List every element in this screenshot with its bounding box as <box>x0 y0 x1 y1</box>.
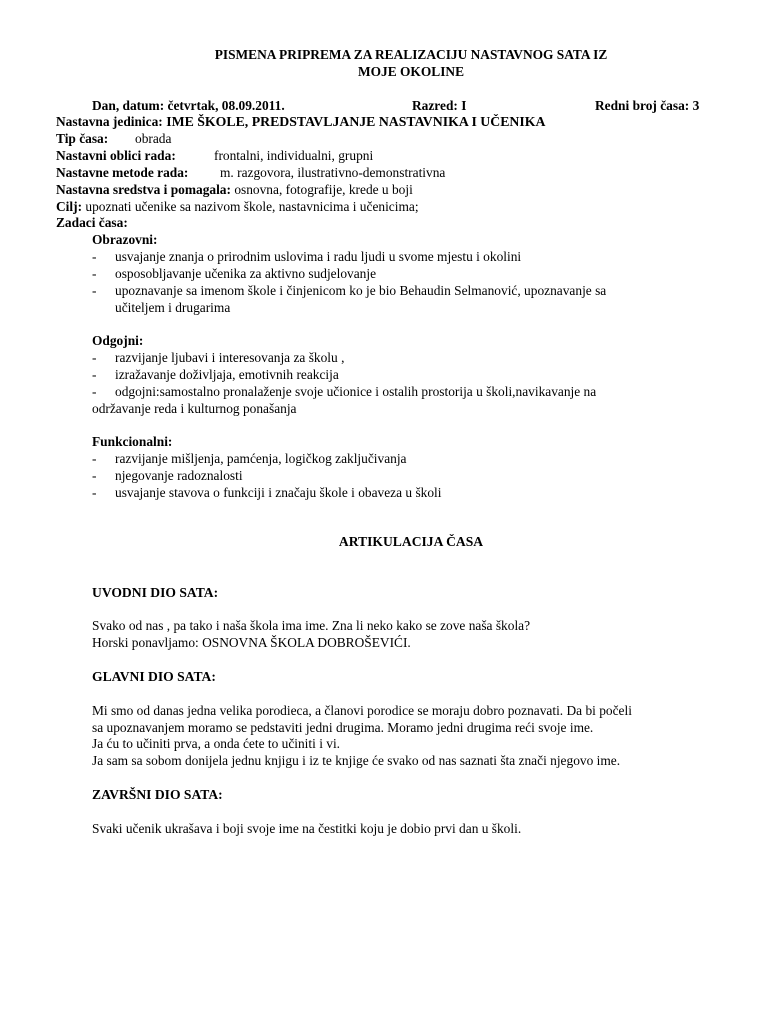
odgojni-item-3-continued: održavanje reda i kulturnog ponašanja <box>92 401 297 416</box>
field-forms-value: frontalni, individualni, grupni <box>214 148 374 163</box>
field-aids <box>56 181 413 198</box>
zavrsni-heading: ZAVRŠNI DIO SATA: <box>92 787 223 802</box>
field-type <box>56 130 108 147</box>
artikulacija-heading: ARTIKULACIJA ČASA <box>338 534 484 549</box>
funkcionalni-item-1: razvijanje mišljenja, pamćenja, logičkog zaključivanja <box>115 451 407 466</box>
field-type-value: obrada <box>135 131 172 146</box>
odgojni-item-3: odgojni:samostalno pronalaženje svoje učionice i ostalih prostorija u školi,navikavanje na <box>115 384 597 399</box>
field-goal <box>56 198 419 215</box>
obrazovni-heading: Obrazovni: <box>92 232 158 247</box>
glavni-heading: GLAVNI DIO SATA: <box>92 669 216 684</box>
glavni-line-2: sa upoznavanjem moramo se pedstaviti jedni drugima. Moramo jedni drugima reći svoje ime. <box>92 720 594 735</box>
field-goal-value: upoznati učenike sa nazivom škole, nastavnicima i učenicima; <box>82 199 419 214</box>
zavrsni-line-1: Svaki učenik ukrašava i boji svoje ime na čestitki koju je dobio prvi dan u školi. <box>92 821 522 836</box>
field-type-label: Tip časa: <box>56 131 109 146</box>
field-aids-label: Nastavna sredstva i pomagala: <box>56 182 231 197</box>
title-line-1: PISMENA PRIPREMA ZA REALIZACIJU NASTAVNOG SATA IZ <box>214 47 608 62</box>
bullet-dash: - <box>92 384 97 399</box>
uvodni-heading: UVODNI DIO SATA: <box>92 585 219 600</box>
field-tasks-label: Zadaci časa: <box>56 215 128 230</box>
bullet-dash: - <box>92 485 97 500</box>
funkcionalni-item-2: njegovanje radoznalosti <box>115 468 243 483</box>
uvodni-line-1: Svako od nas , pa tako i naša škola ima ime. Zna li neko kako se zove naša škola? <box>92 618 531 633</box>
glavni-line-4: Ja sam sa sobom donijela jednu knjigu i iz te knjige će svako od nas saznati šta znači njegovo ime. <box>92 753 621 768</box>
obrazovni-item-3-continued: učiteljem i drugarima <box>115 300 231 315</box>
bullet-dash: - <box>92 350 97 365</box>
field-methods-value: m. razgovora, ilustrativno-demonstrativna <box>220 165 446 180</box>
obrazovni-item-1: usvajanje znanja o prirodnim uslovima i radu ljudi u svome mjestu i okolini <box>115 249 522 264</box>
field-goal-label: Cilj: <box>56 199 83 214</box>
odgojni-item-2: izražavanje doživljaja, emotivnih reakcija <box>115 367 339 382</box>
bullet-dash: - <box>92 468 97 483</box>
bullet-dash: - <box>92 451 97 466</box>
obrazovni-item-3: upoznavanje sa imenom škole i činjenicom ko je bio Behaudin Selmanović, upoznavanje sa <box>115 283 607 298</box>
title-line-2: MOJE OKOLINE <box>357 64 465 79</box>
field-methods-label: Nastavne metode rada: <box>56 165 189 180</box>
bullet-dash: - <box>92 367 97 382</box>
bullet-dash: - <box>92 266 97 281</box>
funkcionalni-item-3: usvajanje stavova o funkciji i značaju škole i obaveza u školi <box>115 485 442 500</box>
field-forms <box>56 147 176 164</box>
bullet-dash: - <box>92 283 97 298</box>
bullet-dash: - <box>92 249 97 264</box>
glavni-line-1: Mi smo od danas jedna velika porodieca, a članovi porodice se moraju dobro poznavati. Da bi počeli <box>92 703 632 718</box>
obrazovni-item-2: osposobljavanje učenika za aktivno sudjelovanje <box>115 266 377 281</box>
field-unit-value: IME ŠKOLE, PREDSTAVLJANJE NASTAVNIKA I UČENIKA <box>162 114 546 129</box>
header-lesson-number: Redni broj časa: 3 <box>595 98 700 113</box>
field-aids-value: osnovna, fotografije, krede u boji <box>230 182 413 197</box>
field-unit-label: Nastavna jedinica: <box>56 114 163 129</box>
uvodni-line-2: Horski ponavljamo: OSNOVNA ŠKOLA DOBROŠEVIĆI. <box>92 635 411 650</box>
header-date: Dan, datum: četvrtak, 08.09.2011. <box>92 98 285 113</box>
header-grade: Razred: I <box>412 98 467 113</box>
field-unit <box>56 113 545 130</box>
odgojni-item-1: razvijanje ljubavi i interesovanja za školu , <box>115 350 345 365</box>
field-methods <box>56 164 188 181</box>
odgojni-heading: Odgojni: <box>92 333 144 348</box>
funkcionalni-heading: Funkcionalni: <box>92 434 173 449</box>
glavni-line-3: Ja ću to učiniti prva, a onda ćete to učiniti i vi. <box>92 736 341 751</box>
field-forms-label: Nastavni oblici rada: <box>56 148 176 163</box>
